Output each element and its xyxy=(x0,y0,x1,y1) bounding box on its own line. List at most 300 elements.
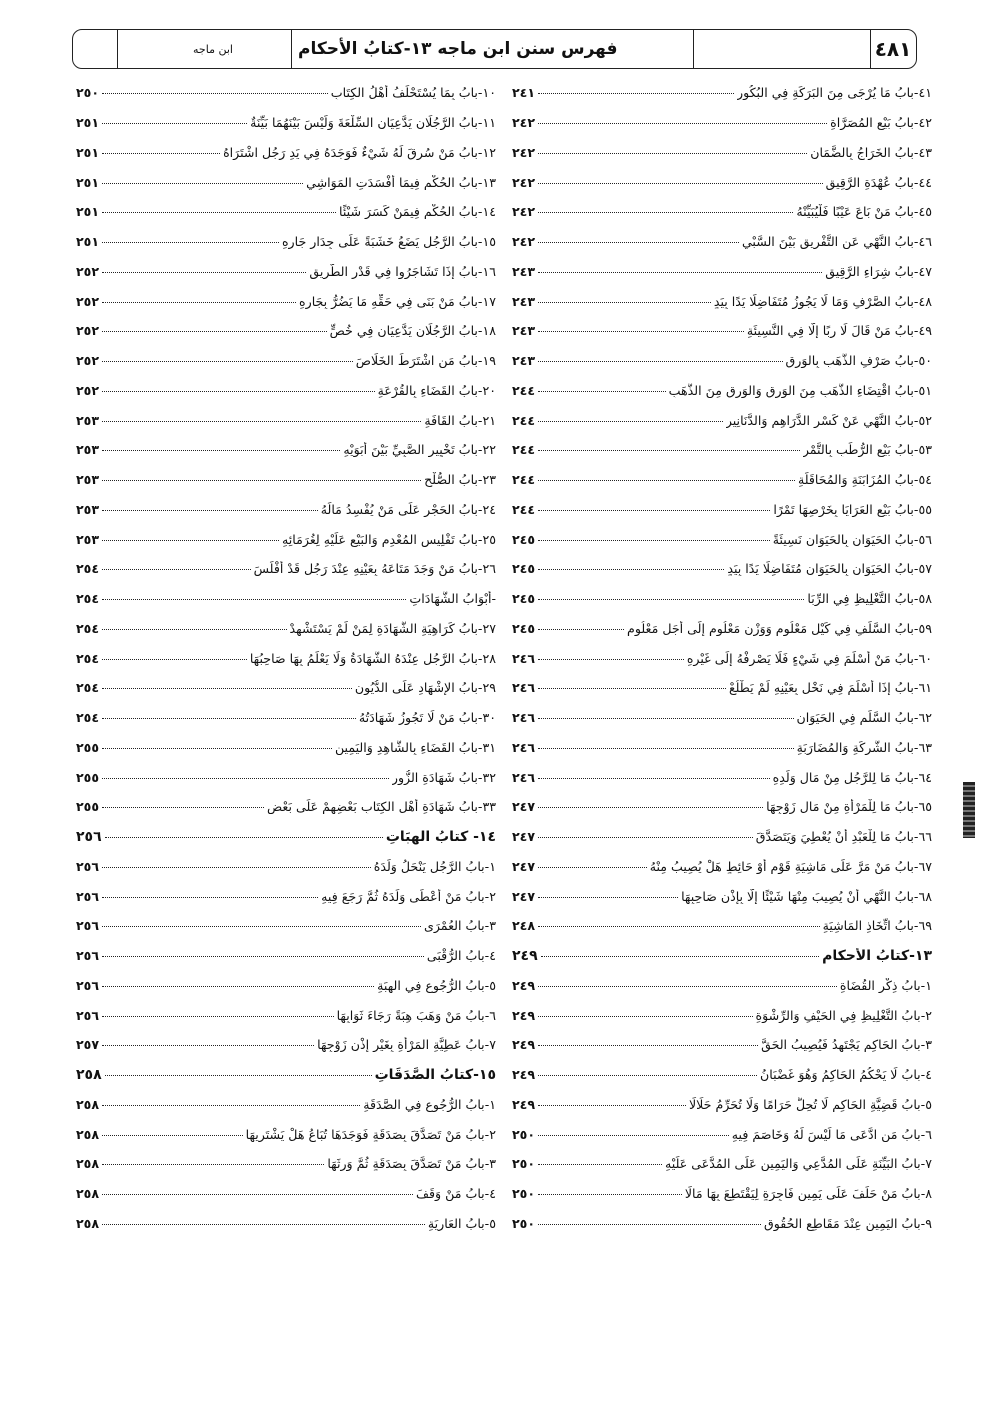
toc-entry xyxy=(512,346,932,376)
toc-entry xyxy=(76,1000,496,1030)
toc-entry-title: ١٣-كتابُ الأحكامِ xyxy=(822,947,932,964)
toc-entry-page: ٢٥٤ xyxy=(76,561,100,577)
toc-entry-page: ٢٥٤ xyxy=(76,591,100,607)
toc-entry xyxy=(76,78,496,108)
toc-entry xyxy=(76,346,496,376)
toc-entry-title: ٤-بابُ لَا يَحْكُمُ الحَاكِمُ وَهُوَ غَضْبَانُ xyxy=(760,1067,932,1083)
dot-leader xyxy=(538,450,800,451)
dot-leader xyxy=(102,1135,243,1136)
toc-entry xyxy=(76,733,496,763)
toc-entry-title: ٥-بابُ قَضِيَّةِ الحَاكِمِ لَا تُحِلُّ حَرَامًا وَلَا تُحَرِّمُ حَلَالًا xyxy=(688,1096,932,1112)
toc-entry xyxy=(76,673,496,703)
toc-book-heading xyxy=(76,822,496,852)
toc-entry-title: ١-بابُ الرُّجُوعِ فِي الصَّدَقَةِ xyxy=(363,1096,496,1112)
toc-entry-page: ٢٥٥ xyxy=(76,769,100,785)
toc-entry-page: ٢٤٤ xyxy=(512,501,536,517)
toc-entry-title: ٥٢-بابُ النَّهْيِ عَنْ كَسْرِ الدَّرَاهِمِ وَالدَّنَانِيرِ xyxy=(725,412,932,428)
toc-entry-page: ٢٥٤ xyxy=(76,620,100,636)
toc-entry-title: ١-بابُ ذِكْرِ القُضَاةِ xyxy=(839,977,932,993)
toc-entry xyxy=(512,1209,932,1239)
toc-entry-title: ٣٢-بابُ شَهَادَةِ الزُّورِ xyxy=(391,769,496,785)
toc-entry-page: ٢٥٤ xyxy=(76,680,100,696)
toc-entry-page: ٢٤٢ xyxy=(512,204,536,220)
toc-entry xyxy=(512,286,932,316)
toc-entry-page: ٢٥٠ xyxy=(76,85,100,101)
toc-entry-page: ٢٥٣ xyxy=(76,501,100,517)
toc-entry xyxy=(76,316,496,346)
toc-entry-page: ٢٥٥ xyxy=(76,739,100,755)
toc-entry-title: ٧-بابُ عَطِيَّةِ المَرْأَةِ بِغَيْرِ إِذْنِ زَوْجِهَا xyxy=(317,1037,496,1053)
toc-entry-page: ٢٤٤ xyxy=(512,382,536,398)
toc-entry-page: ٢٤٣ xyxy=(512,323,536,339)
toc-entry xyxy=(76,911,496,941)
toc-entry-page: ٢٤٧ xyxy=(512,888,536,904)
dot-leader xyxy=(538,361,782,362)
toc-entry-title: ١٤- كتابُ الهِبَاتِ xyxy=(385,828,496,845)
dot-leader xyxy=(102,688,352,689)
toc-entry xyxy=(76,852,496,882)
toc-entry-title: ٥٨-بابُ التَّغْلِيظِ فِي الرِّبَا xyxy=(807,591,932,607)
toc-entry xyxy=(512,1119,932,1149)
toc-entry xyxy=(76,1149,496,1179)
toc-entry-title: ٦٦-بابُ مَا لِلْعَبْدِ أَنْ يُعْطِيَ وَيَتَصَدَّقَ xyxy=(755,829,932,845)
toc-entry-title: ٢٩-بابُ الإِشْهَادِ عَلَى الدُّيُونِ xyxy=(354,680,496,696)
dot-leader xyxy=(541,956,819,957)
dot-leader xyxy=(538,421,723,422)
dot-leader xyxy=(102,1164,324,1165)
toc-entry-page: ٢٤٥ xyxy=(512,620,536,636)
toc-entry xyxy=(512,971,932,1001)
toc-entry-page: ٢٥٦ xyxy=(76,858,100,874)
toc-entry-page: ٢٤٢ xyxy=(512,174,536,190)
running-title: فهرس سنن ابن ماجه ١٣-كتابُ الأحكام xyxy=(298,39,618,59)
toc-entry xyxy=(76,435,496,465)
toc-entry xyxy=(512,792,932,822)
toc-entry xyxy=(512,78,932,108)
dot-leader xyxy=(102,986,374,987)
toc-entry-title: ٦٣-بابُ الشَّرِكَةِ وَالمُضَارَبَةِ xyxy=(796,739,932,755)
toc-entry-page: ٢٥٦ xyxy=(76,1007,100,1023)
toc-entry-title: ٤٤-بابُ عُهْدَةِ الرَّقِيقِ xyxy=(825,174,932,190)
toc-entry-title: ٢-بابُ التَّغْلِيظِ فِي الحَيْفِ وَالرِّشْوَةِ xyxy=(755,1007,932,1023)
dot-leader xyxy=(538,183,823,184)
toc-entry-title: ٦٨-بابُ النَّهْيِ أَنْ يُصِيبَ مِنْهَا شَيْئًا إِلَّا بِإِذْنِ صَاحِبِهَا xyxy=(681,888,932,904)
toc-entry-page: ٢٥١ xyxy=(76,115,100,131)
toc-entry xyxy=(76,1209,496,1239)
header-divider xyxy=(870,30,871,68)
toc-entry xyxy=(512,554,932,584)
toc-entry-page: ٢٥٠ xyxy=(512,1156,536,1172)
toc-entry-page: ٢٥٤ xyxy=(76,650,100,666)
dot-leader xyxy=(538,599,804,600)
toc-entry-title: ١٨-بابُ الرَّجُلَانِ يَدَّعِيَانِ فِي خُصٍّ xyxy=(329,323,496,339)
dot-leader xyxy=(102,1194,413,1195)
toc-entry-title: ٢٤-بابُ الحَجْرِ عَلَى مَنْ يُفْسِدُ مَالَهُ xyxy=(320,501,496,517)
toc-entry-title: ٢٦-بابُ مَنْ وَجَدَ مَتَاعَهُ بِعَيْنِهِ عِنْدَ رَجُلٍ قَدْ أَفْلَسَ xyxy=(253,561,496,577)
toc-entry-page: ٢٥٢ xyxy=(76,382,100,398)
toc-entry-title: ٥٤-بابُ المُزَابَنَةِ وَالمُحَاقَلَةِ xyxy=(797,472,932,488)
toc-entry-page: ٢٤٧ xyxy=(512,799,536,815)
toc-entry xyxy=(512,227,932,257)
toc-entry-page: ٢٤٣ xyxy=(512,263,536,279)
toc-entry-page: ٢٤٩ xyxy=(512,1067,536,1083)
toc-entry xyxy=(76,703,496,733)
toc-entry-title: ٢٣-بابُ الصُّلْحِ xyxy=(424,472,496,488)
toc-entry-page: ٢٤٥ xyxy=(512,561,536,577)
toc-entry-title: ٥٦-بابُ الحَيَوَانِ بِالحَيَوَانِ نَسِيئَةً xyxy=(772,531,932,547)
dot-leader xyxy=(102,391,375,392)
toc-entry xyxy=(512,1149,932,1179)
dot-leader xyxy=(102,1045,314,1046)
dot-leader xyxy=(538,212,793,213)
toc-entry xyxy=(76,376,496,406)
toc-entry xyxy=(512,405,932,435)
toc-entry xyxy=(76,465,496,495)
toc-entry xyxy=(512,881,932,911)
toc-entry xyxy=(512,167,932,197)
toc-entry-title: ٦٧-بابُ مَنْ مَرَّ عَلَى مَاشِيَةِ قَوْمٍ أَوْ حَائِطٍ هَلْ يُصِيبُ مِنْهُ xyxy=(649,858,932,874)
toc-entry-page: ٢٤٦ xyxy=(512,680,536,696)
toc-entry xyxy=(76,762,496,792)
toc-entry-title: -أَبْوَابُ الشَّهَادَاتِ xyxy=(409,591,496,607)
toc-entry-title: ١٦-بابُ إِذَا تَشَاجَرُوا فِي قَدْرِ الطَّرِيقِ xyxy=(309,263,496,279)
toc-entry-title: ١٥-كتابُ الصَّدَقَاتِ xyxy=(374,1066,496,1083)
toc-entry-title: ١٣-بابُ الحُكْمِ فِيمَا أَفْسَدَتِ المَوَاشِي xyxy=(306,174,496,190)
toc-entry-page: ٢٥٨ xyxy=(76,1186,100,1202)
toc-entry-title: ٦٤-بابُ مَا لِلرَّجُلِ مِنْ مَالِ وَلَدِهِ xyxy=(772,769,932,785)
toc-entry-title: ٨-بابُ مَنْ حَلَفَ عَلَى يَمِينٍ فَاجِرَةٍ لِيَقْتَطِعَ بِهَا مَالًا xyxy=(684,1186,932,1202)
toc-entry xyxy=(76,614,496,644)
toc-entry-title: ٤١-بابُ مَا يُرْجَى مِنَ البَرَكَةِ فِي البُكُورِ xyxy=(737,85,932,101)
scan-edge-mark xyxy=(963,782,975,838)
toc-entry-title: ٦٠-بابُ مَنْ أَسْلَمَ فِي شَيْءٍ فَلَا يَصْرِفْهُ إِلَى غَيْرِهِ xyxy=(686,650,932,666)
toc-entry-title: ١١-بابُ الرَّجُلَانِ يَدَّعِيَانِ السِّلْعَةَ وَلَيْسَ بَيْنَهُمَا بَيِّنَةٌ xyxy=(250,115,496,131)
toc-entry xyxy=(512,524,932,554)
toc-entry-title: ١٢-بابُ مَنْ سُرِقَ لَهُ شَيْءٌ فَوَجَدَهُ فِي يَدِ رَجُلٍ اشْتَرَاهُ xyxy=(223,144,496,160)
toc-entry xyxy=(76,257,496,287)
toc-entry xyxy=(76,138,496,168)
toc-entry xyxy=(512,376,932,406)
toc-entry-page: ٢٥٣ xyxy=(76,472,100,488)
dot-leader xyxy=(105,837,383,838)
toc-entry xyxy=(512,1179,932,1209)
toc-entry-page: ٢٥١ xyxy=(76,144,100,160)
toc-entry xyxy=(76,971,496,1001)
dot-leader xyxy=(102,510,318,511)
dot-leader xyxy=(538,867,647,868)
book-name: ابن ماجه xyxy=(193,42,233,56)
toc-entry-page: ٢٥٦ xyxy=(76,888,100,904)
toc-entry-page: ٢٤٥ xyxy=(512,591,536,607)
dot-leader xyxy=(538,778,770,779)
toc-entry-page: ٢٥٨ xyxy=(76,1066,102,1083)
dot-leader xyxy=(538,837,753,838)
toc-entry-title: ٣-بابُ العُمْرَى xyxy=(423,918,496,934)
toc-entry xyxy=(512,643,932,673)
toc-entry-title: ١-بابُ الرَّجُلِ يَنْحَلُ وَلَدَهُ xyxy=(373,858,496,874)
dot-leader xyxy=(538,1105,686,1106)
toc-entry-page: ٢٤٦ xyxy=(512,710,536,726)
toc-entry-page: ٢٤٦ xyxy=(512,769,536,785)
dot-leader xyxy=(538,1075,757,1076)
toc-entry-title: ٧-بابُ البَيِّنَةِ عَلَى المُدَّعِي وَاليَمِينِ عَلَى المُدَّعَى عَلَيْهِ xyxy=(665,1156,932,1172)
dot-leader xyxy=(102,956,424,957)
toc-entry-page: ٢٥٨ xyxy=(76,1156,100,1172)
toc-entry-title: ٤-بابُ الرُّقْبَى xyxy=(426,948,496,964)
toc-entry xyxy=(76,792,496,822)
toc-entry-page: ٢٤٧ xyxy=(512,829,536,845)
toc-entry xyxy=(76,1090,496,1120)
dot-leader xyxy=(538,93,734,94)
toc-entry-title: ٤٦-بابُ النَّهْيِ عَنِ التَّفْرِيقِ بَيْنَ السَّبْيِ xyxy=(741,234,932,250)
dot-leader xyxy=(102,748,332,749)
toc-entry-page: ٢٤٤ xyxy=(512,442,536,458)
toc-entry-title: ٤٧-بابُ شِرَاءِ الرَّقِيقِ xyxy=(825,263,932,279)
toc-entry-page: ٢٤٩ xyxy=(512,947,538,964)
toc-entry xyxy=(76,584,496,614)
dot-leader xyxy=(102,599,406,600)
toc-entry xyxy=(512,614,932,644)
toc-entry-page: ٢٥١ xyxy=(76,234,100,250)
toc-entry xyxy=(76,495,496,525)
dot-leader xyxy=(102,123,247,124)
toc-entry xyxy=(76,643,496,673)
toc-entry-title: ٥٥-بابُ بَيْعِ العَرَايَا بِخَرْصِهَا تَمْرًا xyxy=(773,501,932,517)
toc-entry xyxy=(512,1030,932,1060)
toc-entry-page: ٢٥٦ xyxy=(76,828,102,845)
dot-leader xyxy=(102,659,247,660)
dot-leader xyxy=(102,897,318,898)
header-divider xyxy=(117,30,118,68)
dot-leader xyxy=(102,867,371,868)
dot-leader xyxy=(102,93,328,94)
dot-leader xyxy=(102,1105,360,1106)
toc-entry-title: ٦٥-بابُ مَا لِلْمَرْأَةِ مِنْ مَالِ زَوْجِهَا xyxy=(766,799,932,815)
dot-leader xyxy=(102,361,353,362)
toc-entry-title: ٤٩-بابُ مَنْ قَالَ لَا رِبًا إِلَّا فِي النَّسِيئَةِ xyxy=(746,323,932,339)
toc-entry xyxy=(512,673,932,703)
dot-leader xyxy=(538,1135,729,1136)
dot-leader xyxy=(102,778,389,779)
toc-entry xyxy=(512,108,932,138)
toc-column-right xyxy=(512,78,932,1238)
toc-entry-page: ٢٥٢ xyxy=(76,353,100,369)
dot-leader xyxy=(102,421,421,422)
dot-leader xyxy=(538,748,794,749)
toc-entry xyxy=(76,554,496,584)
dot-leader xyxy=(538,897,678,898)
toc-entry xyxy=(76,1030,496,1060)
toc-entry-title: ٥٣-بابُ بَيْعِ الرُّطَبِ بِالتَّمْرِ xyxy=(802,442,932,458)
toc-entry xyxy=(512,138,932,168)
toc-entry-title: ٤-بابُ مَنْ وَقَفَ xyxy=(416,1186,496,1202)
dot-leader xyxy=(538,569,724,570)
toc-entry-title: ٩-بابُ اليَمِينِ عِنْدَ مَقَاطِعِ الحُقُوقِ xyxy=(763,1215,932,1231)
toc-entry xyxy=(76,167,496,197)
dot-leader xyxy=(102,718,356,719)
toc-entry-page: ٢٥٦ xyxy=(76,977,100,993)
dot-leader xyxy=(538,540,770,541)
toc-entry-page: ٢٥٨ xyxy=(76,1215,100,1231)
dot-leader xyxy=(538,629,624,630)
toc-entry xyxy=(512,733,932,763)
toc-entry-page: ٢٤٢ xyxy=(512,115,536,131)
dot-leader xyxy=(538,807,763,808)
toc-entry-title: ٥١-بابُ اقْتِضَاءِ الذَّهَبِ مِنَ الوَرِقِ وَالوَرِقِ مِنَ الذَّهَبِ xyxy=(668,382,932,398)
toc-entry-title: ١٤-بابُ الحُكْمِ فِيمَنْ كَسَرَ شَيْئًا xyxy=(339,204,496,220)
toc-entry-title: ٦-بابُ مَنْ وَهَبَ هِبَةً رَجَاءَ ثَوَابِهَا xyxy=(336,1007,496,1023)
dot-leader xyxy=(102,480,421,481)
toc-entry xyxy=(512,435,932,465)
dot-leader xyxy=(538,1045,758,1046)
dot-leader xyxy=(538,272,822,273)
dot-leader xyxy=(102,926,421,927)
toc-entry-title: ١٥-بابُ الرَّجُلِ يَضَعُ خَشَبَةً عَلَى جِدَارِ جَارِهِ xyxy=(281,234,496,250)
toc-entry xyxy=(76,227,496,257)
toc-entry-title: ١٧-بابُ مَنْ بَنَى فِي حَقِّهِ مَا يَضُرُّ بِجَارِهِ xyxy=(299,293,496,309)
toc-entry-title: ١٠-بابُ بِمَا يُسْتَحْلَفُ أَهْلُ الكِتَابِ xyxy=(330,85,496,101)
toc-entry xyxy=(76,405,496,435)
toc-entry-title: ٣١-بابُ القَضَاءِ بِالشَّاهِدِ وَاليَمِينِ xyxy=(334,739,496,755)
toc-entry-page: ٢٤٤ xyxy=(512,412,536,428)
dot-leader xyxy=(102,450,340,451)
toc-entry xyxy=(512,495,932,525)
toc-book-heading xyxy=(76,1060,496,1090)
dot-leader xyxy=(538,242,739,243)
toc-entry-title: ٦٢-بابُ السَّلَمِ فِي الحَيَوَانِ xyxy=(796,710,932,726)
toc-entry-title: ٤٢-بابُ بَيْعِ المُصَرَّاةِ xyxy=(830,115,932,131)
toc-entry-page: ٢٤٤ xyxy=(512,472,536,488)
toc-entry xyxy=(76,941,496,971)
toc-entry-title: ٤٣-بابُ الخَرَاجُ بِالضَّمَانِ xyxy=(810,144,932,160)
toc-entry xyxy=(512,822,932,852)
toc-entry-page: ٢٥٤ xyxy=(76,710,100,726)
toc-entry-title: ٥٩-بابُ السَّلَفِ فِي كَيْلٍ مَعْلُومٍ وَوَزْنٍ مَعْلُومٍ إِلَى أَجَلٍ مَعْلُومٍ xyxy=(627,620,932,636)
toc-entry-page: ٢٥٠ xyxy=(512,1186,536,1202)
toc-entry-page: ٢٤٨ xyxy=(512,918,536,934)
toc-entry-title: ٢١-بابُ القَافَةِ xyxy=(424,412,496,428)
dot-leader xyxy=(538,510,770,511)
dot-leader xyxy=(538,153,807,154)
toc-entry-page: ٢٤٢ xyxy=(512,144,536,160)
toc-entry-title: ٢-بابُ مَنْ أَعْطَى وَلَدَهُ ثُمَّ رَجَعَ فِيهِ xyxy=(321,888,496,904)
toc-entry-page: ٢٥٥ xyxy=(76,799,100,815)
dot-leader xyxy=(538,123,827,124)
toc-entry xyxy=(76,197,496,227)
toc-entry xyxy=(76,108,496,138)
toc-entry xyxy=(76,1179,496,1209)
toc-entry xyxy=(76,286,496,316)
toc-entry-page: ٢٤٧ xyxy=(512,858,536,874)
toc-entry xyxy=(512,703,932,733)
dot-leader xyxy=(538,1194,682,1195)
toc-entry-page: ٢٥١ xyxy=(76,204,100,220)
toc-entry-title: ٢٠-بابُ القَضَاءِ بِالقُرْعَةِ xyxy=(377,382,496,398)
toc-entry-title: ٢٢-بابُ تَخْيِيرِ الصَّبِيِّ بَيْنَ أَبَوَيْهِ xyxy=(343,442,496,458)
toc-entry-page: ٢٤٣ xyxy=(512,293,536,309)
dot-leader xyxy=(102,629,286,630)
page-number: ٤٨١ xyxy=(874,37,912,61)
toc-entry-title: ٥-بابُ العَارِيَةِ xyxy=(427,1215,496,1231)
page-header xyxy=(72,29,917,69)
dot-leader xyxy=(102,1016,334,1017)
toc-entry-title: ٢٧-بابُ كَرَاهِيَةِ الشَّهَادَةِ لِمَنْ لَمْ يَسْتَشْهِدْ xyxy=(289,620,496,636)
toc-entry xyxy=(76,524,496,554)
toc-entry-title: ٥٧-بابُ الحَيَوَانِ بِالحَيَوَانِ مُتَفَاضِلًا يَدًا بِيَدٍ xyxy=(727,561,932,577)
toc-entry-title: ٥-بابُ الرُّجُوعِ فِي الهِبَةِ xyxy=(377,977,496,993)
toc-entry-title: ٣٣-بابُ شَهَادَةِ أَهْلِ الكِتَابِ بَعْضِهِمْ عَلَى بَعْضٍ xyxy=(266,799,496,815)
dot-leader xyxy=(538,331,744,332)
toc-entry-page: ٢٥٦ xyxy=(76,918,100,934)
toc-entry-page: ٢٥٣ xyxy=(76,412,100,428)
dot-leader xyxy=(538,1016,752,1017)
toc-book-heading xyxy=(512,941,932,971)
toc-entry-page: ٢٤٢ xyxy=(512,234,536,250)
dot-leader xyxy=(102,153,220,154)
toc-entry-page: ٢٤٩ xyxy=(512,977,536,993)
toc-entry-page: ٢٥٨ xyxy=(76,1096,100,1112)
toc-entry xyxy=(512,1090,932,1120)
toc-entry-page: ٢٥٦ xyxy=(76,948,100,964)
toc-entry-page: ٢٤٦ xyxy=(512,739,536,755)
toc-entry-title: ١٩-بابُ مَنِ اشْتَرَطَ الخَلَاصَ xyxy=(355,353,496,369)
toc-entry-page: ٢٤٣ xyxy=(512,353,536,369)
dot-leader xyxy=(102,331,327,332)
toc-entry-title: ٤٥-بابُ مَنْ بَاعَ عَيْبًا فَلْيُبَيِّنْهُ xyxy=(796,204,932,220)
dot-leader xyxy=(102,242,279,243)
toc-entry-page: ٢٤٩ xyxy=(512,1007,536,1023)
dot-leader xyxy=(538,480,795,481)
toc-entry xyxy=(76,1119,496,1149)
dot-leader xyxy=(102,807,264,808)
toc-entry-title: ٣-بابُ الحَاكِمِ يَجْتَهِدُ فَيُصِيبُ الحَقَّ xyxy=(761,1037,932,1053)
dot-leader xyxy=(538,1164,662,1165)
dot-leader xyxy=(102,302,296,303)
toc-entry-page: ٢٥١ xyxy=(76,174,100,190)
toc-entry-title: ٤٨-بابُ الصَّرْفِ وَمَا لَا يَجُوزُ مُتَفَاضِلًا يَدًا بِيَدٍ xyxy=(713,293,932,309)
toc-entry-page: ٢٤٩ xyxy=(512,1096,536,1112)
toc-entry-page: ٢٥٢ xyxy=(76,263,100,279)
dot-leader xyxy=(538,688,726,689)
toc-entry-page: ٢٥٨ xyxy=(76,1126,100,1142)
toc-entry-page: ٢٤٦ xyxy=(512,650,536,666)
toc-entry xyxy=(512,911,932,941)
toc-entry-page: ٢٥٢ xyxy=(76,323,100,339)
dot-leader xyxy=(102,1224,425,1225)
dot-leader xyxy=(538,986,837,987)
toc-entry-page: ٢٤٩ xyxy=(512,1037,536,1053)
toc-entry-page: ٢٤٥ xyxy=(512,531,536,547)
toc-entry-page: ٢٥٣ xyxy=(76,531,100,547)
toc-entry-page: ٢٥٧ xyxy=(76,1037,100,1053)
dot-leader xyxy=(538,926,820,927)
toc-entry-title: ٦١-بابُ إِذَا أَسْلَمَ فِي نَخْلٍ بِعَيْنِهِ لَمْ يَطْلُعْ xyxy=(728,680,932,696)
toc-entry-title: ٥٠-بابُ صَرْفِ الذَّهَبِ بِالوَرِقِ xyxy=(785,353,932,369)
toc-entry xyxy=(512,1000,932,1030)
toc-entry-title: ٣٠-بابُ مَنْ لَا تَجُوزُ شَهَادَتُهُ xyxy=(358,710,496,726)
toc-entry xyxy=(512,1060,932,1090)
toc-column-left xyxy=(76,78,496,1238)
toc-entry-title: ٢-بابُ مَنْ تَصَدَّقَ بِصَدَقَةٍ فَوَجَدَهَا تُبَاعُ هَلْ يَشْتَرِيهَا xyxy=(245,1126,496,1142)
toc-entry-page: ٢٤١ xyxy=(512,85,536,101)
toc-entry xyxy=(76,881,496,911)
dot-leader xyxy=(538,302,711,303)
dot-leader xyxy=(105,1075,372,1076)
toc-entry-page: ٢٥٢ xyxy=(76,293,100,309)
toc-entry xyxy=(512,465,932,495)
toc-entry-page: ٢٥٣ xyxy=(76,442,100,458)
toc-entry-title: ٢٨-بابُ الرَّجُلِ عِنْدَهُ الشَّهَادَةُ وَلَا يَعْلَمُ بِهَا صَاحِبُهَا xyxy=(249,650,496,666)
